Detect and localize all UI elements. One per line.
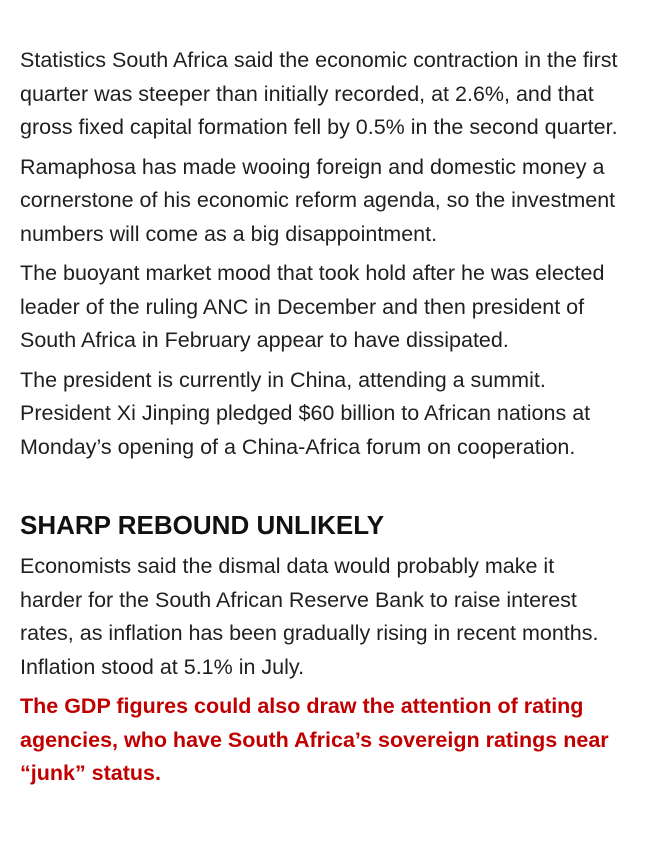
section-heading: SHARP REBOUND UNLIKELY	[20, 510, 385, 540]
paragraph-ramaphosa: Ramaphosa has made wooing foreign and domestic money a cornerstone of his economic reform agenda, so the investment numbers will come as a big disappointment.	[20, 154, 616, 246]
paragraph-statistics: Statistics South Africa said the economic contraction in the first quarter was steeper than initially recorded, at 2.6%, and that gross fixed capital formation fell by 0.5% in the second quarter.	[20, 48, 618, 139]
paragraph-market-mood: The buoyant market mood that took hold after he was elected leader of the ruling ANC in December and then president of South Africa in February appear to have dissipated.	[20, 261, 605, 352]
paragraph-china-summit: The president is currently in China, attending a summit. President Xi Jinping pledged $60 billion to African nations at Monday’s opening of a China-Africa forum on cooperation.	[20, 367, 591, 459]
paragraph-gdp-ratings-highlight: The GDP figures could also draw the attention of rating agencies, who have South Africa’s sovereign ratings near “junk” status.	[20, 694, 609, 785]
article-body	[20, 44, 621, 791]
paragraph-economists: Economists said the dismal data would probably make it harder for the South African Reserve Bank to raise interest rates, as inflation has been gradually rising in recent months. Inflation stood at 5.1% in July.	[20, 554, 599, 679]
